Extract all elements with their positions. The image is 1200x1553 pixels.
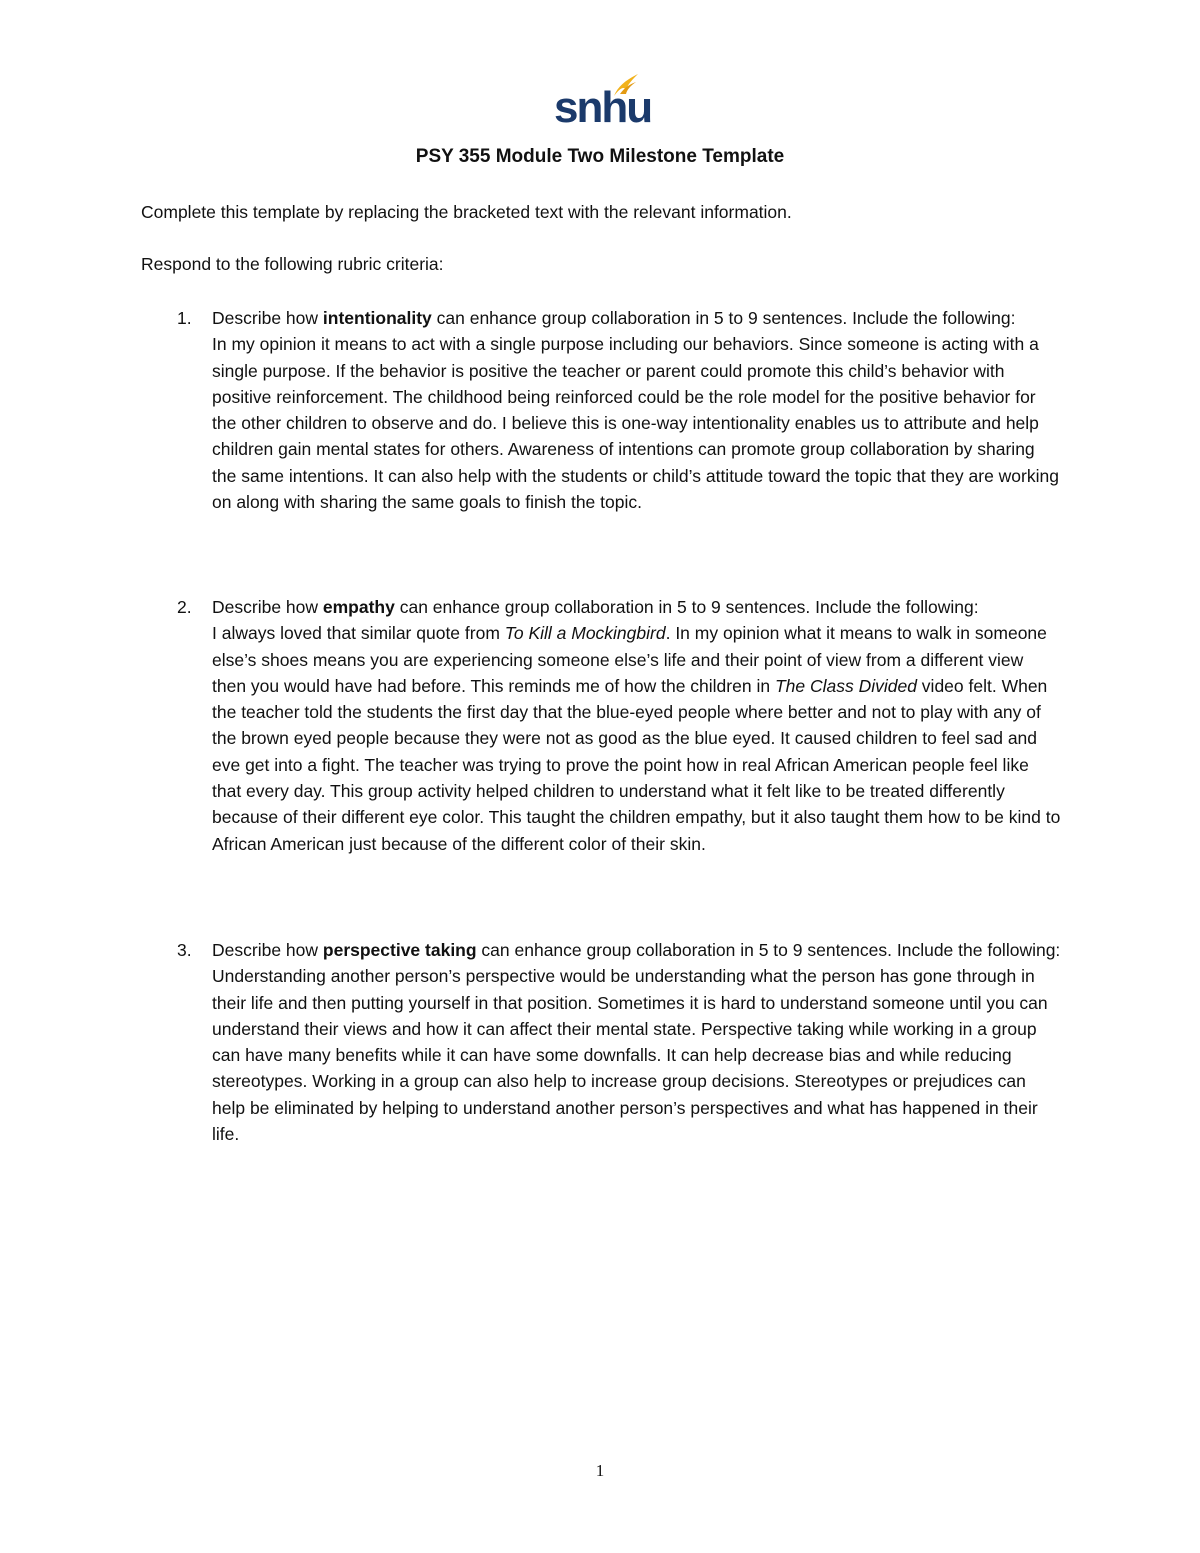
respond-text: Respond to the following rubric criteria: [141, 254, 444, 274]
item-answer: In my opinion it means to act with a single purpose including our behaviors. Since someone is acting with a single purpose. If the behavior is positive the teacher or parent could promote this child’s behavior with positive reinforcement. The childhood being reinforced could be the role model for the positive behavior for the other children to observe and do. I believe this is one-way intentionality enables us to attribute and help children gain mental states for others. Awareness of intentions can promote group collaboration by sharing the same intentions. It can also help with the students or child’s attitude toward the topic that they are working on along with sharing the same goals to finish the topic. [212, 334, 1059, 513]
item-number: 1. [177, 308, 192, 328]
item-body [212, 937, 1062, 1147]
intro-text: Complete this template by replacing the bracketed text with the relevant information. [141, 202, 792, 222]
item-prompt: Describe how empathy can enhance group collaboration in 5 to 9 sentences. Include the following: [212, 597, 979, 617]
item-prompt: Describe how perspective taking can enhance group collaboration in 5 to 9 sentences. Include the following: [212, 940, 1061, 960]
item-body [212, 305, 1062, 515]
item-body [212, 594, 1062, 857]
item-number: 2. [177, 597, 192, 617]
item-prompt: Describe how intentionality can enhance group collaboration in 5 to 9 sentences. Include the following: [212, 308, 1016, 328]
logo-wordmark: snhu [554, 83, 652, 132]
item-number: 3. [177, 940, 192, 960]
item-answer: I always loved that similar quote from To Kill a Mockingbird. In my opinion what it means to walk in someone else’s shoes means you are experiencing someone else’s life and their point of view from a different view then you would have had before. This reminds me of how the children in The Class Divided video felt. When the teacher told the students the first day that the blue-eyed people where better and not to play with any of the brown eyed people because they were not as good as the blue eyed. It caused children to feel sad and eve get into a fight. The teacher was trying to prove the point how in real African American people feel like that every day. This group activity helped children to understand what it felt like to be treated differently because of their different eye color. This taught the children empathy, but it also taught them how to be kind to African American just because of the different color of their skin. [212, 623, 1061, 854]
item-answer: Understanding another person’s perspective would be understanding what the person has gone through in their life and then putting yourself in that position. Sometimes it is hard to understand someone until you can understand their views and how it can affect their mental state. Perspective taking while working in a group can have many benefits while it can have some downfalls. It can help decrease bias and while reducing stereotypes. Working in a group can also help to increase group decisions. Stereotypes or prejudices can help be eliminated by helping to understand another person’s perspectives and what has happened in their life. [212, 966, 1048, 1145]
page-title: PSY 355 Module Two Milestone Template [415, 146, 785, 167]
snhu-logo [552, 72, 652, 134]
page-number: 1 [595, 1461, 605, 1480]
